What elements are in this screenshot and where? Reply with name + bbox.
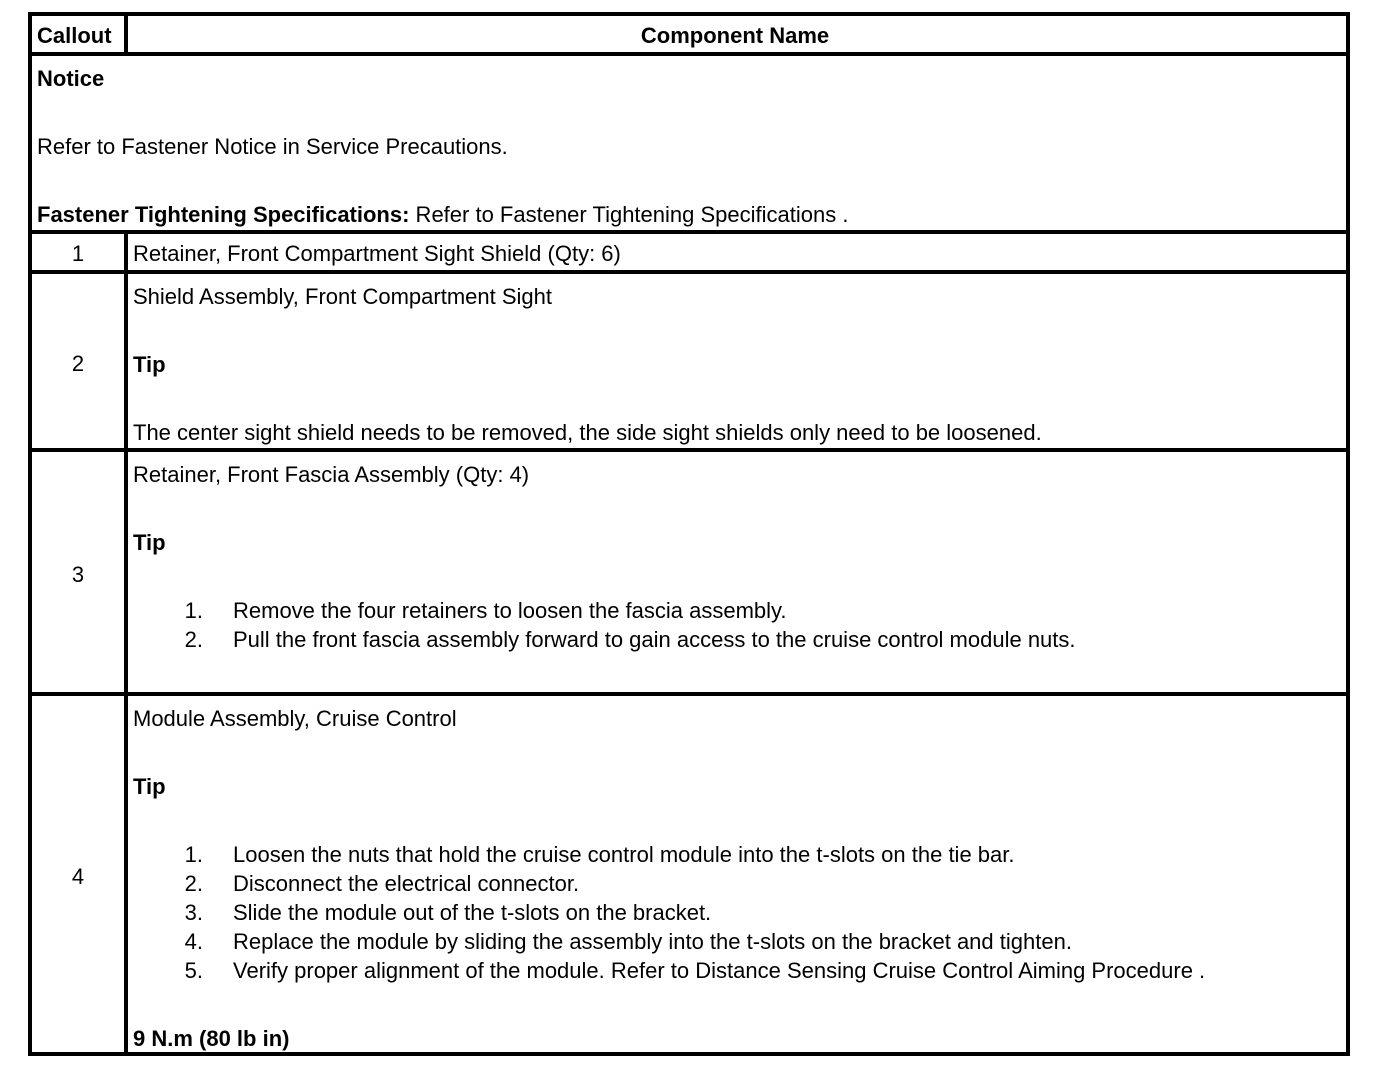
step-text: Pull the front fascia assembly forward to gain access to the cruise control module nuts. [233,627,1076,652]
step-number: 1. [184,598,203,623]
component-cell [128,230,1350,274]
step-number: 5. [184,958,203,983]
header-component-label: Component Name [640,23,830,48]
step-number: 2. [184,871,203,896]
component-name: Module Assembly, Cruise Control [133,706,457,731]
callout-cell [28,448,128,696]
step-number: 4. [184,929,203,954]
callout-number: 1 [71,241,85,266]
component-cell [128,270,1350,452]
tip-label: Tip [133,774,166,799]
header-callout-label: Callout [37,23,112,48]
component-name: Retainer, Front Compartment Sight Shield (Qty: 6) [133,241,621,266]
callout-number: 2 [71,351,85,376]
callout-number: 3 [71,562,85,587]
step-text: Replace the module by sliding the assembly into the t-slots on the bracket and tighten. [233,929,1072,954]
step-text: Verify proper alignment of the module. Refer to Distance Sensing Cruise Control Aiming Procedure . [233,958,1206,983]
torque-spec: 9 N.m (80 lb in) [133,1026,290,1051]
step-number: 1. [184,842,203,867]
table-row [28,230,1350,274]
component-name: Retainer, Front Fascia Assembly (Qty: 4) [133,462,530,487]
component-name: Shield Assembly, Front Compartment Sight [133,284,552,309]
step-number: 2. [184,627,203,652]
notice-text: Refer to Fastener Notice in Service Precautions. [37,134,508,159]
tip-label: Tip [133,352,166,377]
fastener-spec-line [37,202,848,228]
table-row [28,270,1350,452]
header-component-cell [128,12,1350,56]
callout-cell [28,692,128,1056]
component-table [28,12,1350,1056]
notice-cell [28,52,1350,234]
step-text: Loosen the nuts that hold the cruise control module into the t-slots on the tie bar. [233,842,1015,867]
step-text: Slide the module out of the t-slots on the bracket. [233,900,712,925]
table-header-row [28,12,1350,56]
fastener-spec-text: Refer to Fastener Tightening Specifications . [409,202,849,227]
component-cell [128,448,1350,696]
step-text: Disconnect the electrical connector. [233,871,580,896]
step-number: 3. [184,900,203,925]
table-row [28,692,1350,1056]
notice-row [28,52,1350,234]
callout-number: 4 [71,864,85,889]
tip-label: Tip [133,530,166,555]
callout-cell [28,270,128,452]
step-text: Remove the four retainers to loosen the fascia assembly. [233,598,787,623]
tip-text: The center sight shield needs to be removed, the side sight shields only need to be loosened. [133,420,1042,445]
callout-cell [28,230,128,274]
notice-title: Notice [37,66,105,91]
fastener-spec-label: Fastener Tightening Specifications: [37,202,410,227]
component-cell [128,692,1350,1056]
header-callout-cell [28,12,128,56]
table-row [28,448,1350,696]
